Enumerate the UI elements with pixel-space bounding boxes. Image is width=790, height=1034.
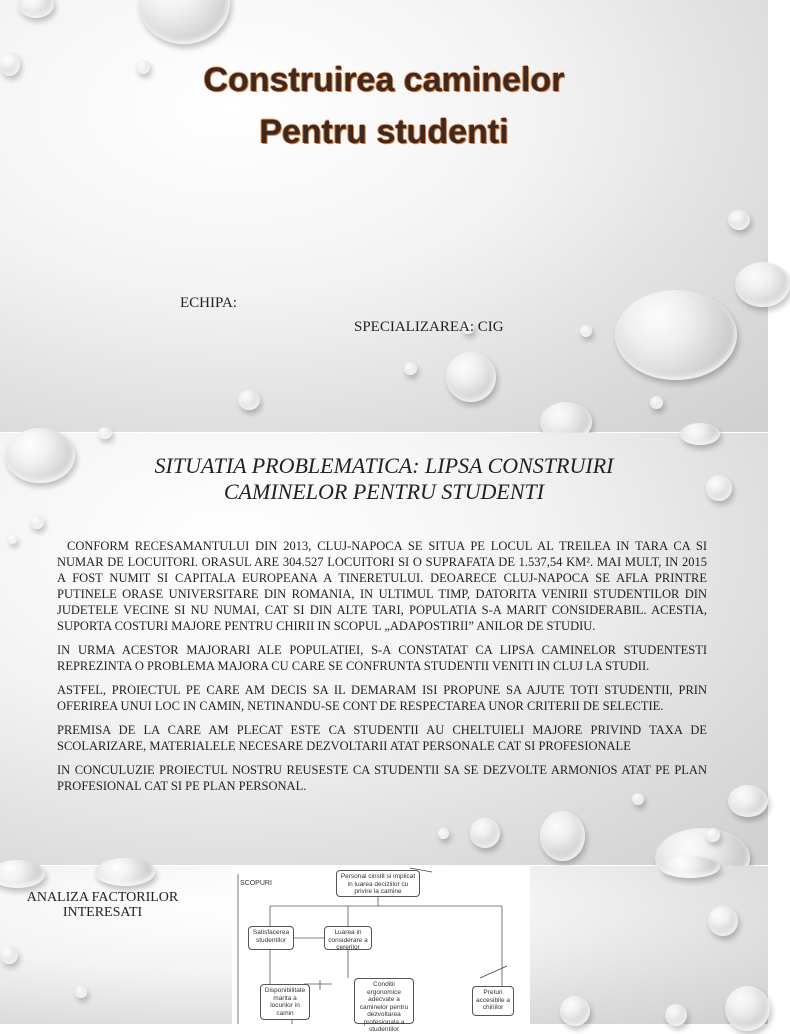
water-drop-decoration	[706, 828, 720, 842]
diagram-box-conditii: Conditii ergonomice adecvate a caminelor pentru dezvoltarea profesionala a studentilor	[354, 978, 414, 1024]
water-drop-decoration	[0, 946, 18, 964]
water-drop-decoration	[725, 986, 770, 1031]
diagram-box-luarea: Luarea in considerare a cererilor	[324, 926, 372, 950]
water-drop-decoration	[615, 290, 737, 380]
water-drop-decoration	[138, 0, 230, 44]
water-drop-decoration	[95, 858, 155, 886]
paragraph: CONFORM RECESAMANTULUI DIN 2013, CLUJ-NAPOCA SE SITUA PE LOCUL AL TREILEA IN TARA CA SI NUMAR DE LOCUITORI. ORASUL ARE 304.527 LOCUITORI SI O SUPRAFATA DE 1.537,54 KM². MAI MULT, IN 2015 A FOST NUMIT SI CAPITALA EUROPEANA A TINERETULUI. DEOARECE CLUJ-NAPOCA SE AFLA PRINTRE PUTINELE ORASE UNIVERSITARE DIN ROMANIA, IN ULTIMUL TIMP, DATORITA VENIRII STUDENTILOR DIN JUDETELE VECINE SI NU NUMAI, CAT SI DIN ALTE TARI, POPULATIA S-A MARIT CONSIDERABIL. ACESTIA, SUPORTA COSTURI MAJORE PENTRU CHIRII IN SCOPUL „ADAPOSTIRII” ANILOR DE STUDIU.	[57, 539, 707, 633]
water-drop-decoration	[735, 262, 790, 307]
echipa-label: ECHIPA:	[180, 295, 237, 311]
water-drop-decoration	[470, 818, 500, 848]
paragraph: PREMISA DE LA CARE AM PLECAT ESTE CA STUDENTII AU CHELTUIELI MAJORE PRIVIND TAXA DE SCOLARIZARE, MATERIALELE NECESARE DEZVOLTARII ATAT PERSONALE CAT SI PROFESIONALE	[57, 723, 707, 753]
slide-problem-body	[57, 538, 707, 802]
water-drop-decoration	[665, 1004, 687, 1026]
diagram-box-satisfacerea: Satisfacerea studentilor	[248, 926, 294, 950]
water-drop-decoration	[30, 515, 44, 529]
slide-title-line2: Pentru studenti	[259, 113, 509, 151]
diagram-box-top: Personal cinstit si implicat in luarea deciziilor cu privire la camine	[336, 870, 420, 897]
water-drop-decoration	[98, 427, 112, 439]
water-drop-decoration	[0, 860, 45, 888]
water-drop-decoration	[650, 396, 663, 409]
water-drop-decoration	[660, 856, 720, 878]
water-drop-decoration	[8, 535, 17, 544]
paragraph: IN URMA ACESTOR MAJORARI ALE POPULATIEI, S-A CONSTATAT CA LIPSA CAMINELOR STUDENTESTI REPREZINTA O PROBLEMA MAJORA CU CARE SE CONFRUNTA STUDENTII VENITI IN CLUJ LA STUDII.	[57, 643, 707, 673]
water-drop-decoration	[18, 0, 54, 18]
slide-problem-title-line1: SITUATIA PROBLEMATICA: LIPSA CONSTRUIRI	[154, 453, 614, 478]
paragraph: ASTFEL, PROIECTUL PE CARE AM DECIS SA IL DEMARAM ISI PROPUNE SA AJUTE TOTI STUDENTII, PRIN OFERIREA UNUI LOC IN CAMIN, NETINANDU-SE CONT DE RESPECTAREA UNOR CRITERII DE SELECTIE.	[57, 683, 707, 713]
water-drop-decoration	[238, 390, 260, 410]
stakeholder-diagram	[232, 866, 530, 1033]
water-drop-decoration	[728, 785, 768, 817]
water-drop-decoration	[438, 828, 449, 839]
stakeholder-analysis-title: ANALIZA FACTORILOR INTERESATI	[26, 890, 179, 920]
slide-problem-title-line2: CAMINELOR PENTRU STUDENTI	[223, 479, 545, 504]
water-drop-decoration	[560, 996, 590, 1026]
scopuri-label: SCOPURI	[240, 880, 272, 887]
slide-stakeholders	[0, 866, 768, 1033]
water-drop-decoration	[708, 906, 738, 936]
specializarea-label: SPECIALIZAREA: CIG	[354, 319, 504, 335]
diagram-box-preturi: Preturi accesibile a chiriilor	[472, 986, 514, 1016]
slide-title	[0, 0, 768, 432]
slide-title-line1: Construirea caminelor	[203, 61, 565, 99]
slide-problem	[0, 433, 768, 865]
diagram-box-disponibilitate: Disponibilitate marita a locurilor in camin	[260, 984, 310, 1020]
water-drop-decoration	[540, 811, 585, 861]
water-drop-decoration	[404, 362, 417, 375]
water-drop-decoration	[728, 210, 750, 230]
water-drop-decoration	[446, 352, 496, 402]
water-drop-decoration	[680, 423, 720, 445]
paragraph: IN CONCULUZIE PROIECTUL NOSTRU REUSESTE CA STUDENTII SA SE DEZVOLTE ARMONIOS ATAT PE PLAN PROFESIONAL CAT SI PE PLAN PERSONAL.	[57, 763, 707, 793]
water-drop-decoration	[75, 986, 87, 998]
water-drop-decoration	[580, 325, 592, 337]
slide-problem-title	[0, 453, 768, 505]
